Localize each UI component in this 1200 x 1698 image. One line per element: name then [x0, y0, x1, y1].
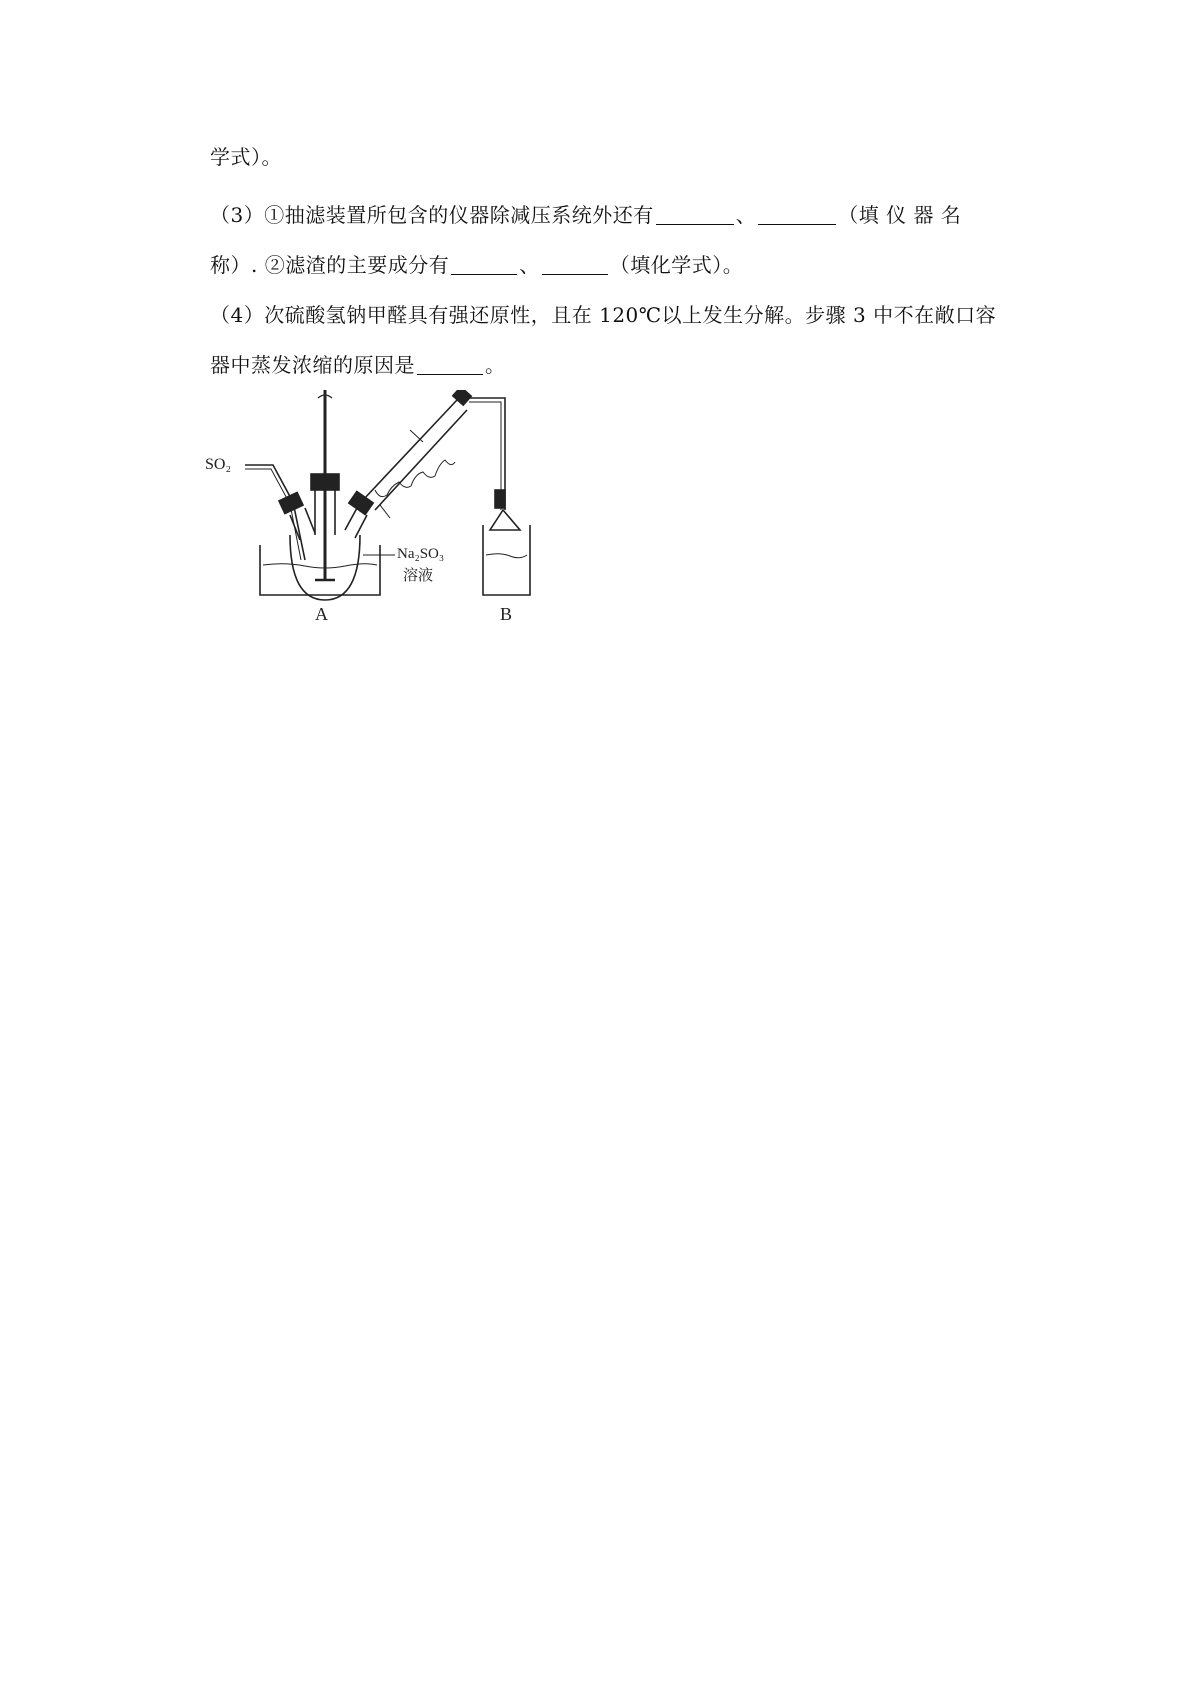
answer-blank: [542, 254, 608, 275]
water-bath: [260, 545, 380, 595]
answer-blank: [417, 354, 483, 375]
beaker-b-liquid: [486, 554, 527, 558]
line-1-text: 学式）。: [210, 145, 282, 169]
condenser: [363, 400, 467, 510]
question-3-number: （3）: [210, 203, 265, 227]
question-3-text-4: （填化学式）。: [609, 253, 744, 277]
question-3-text-1: ①抽滤装置所包含的仪器除减压系统外还有: [264, 203, 654, 227]
funnel: [490, 510, 520, 530]
right-stopper: [349, 492, 373, 515]
question-3-text-3: 称）. ②滤渣的主要成分有: [210, 253, 450, 277]
so2-label: SO₂: [205, 456, 232, 473]
beaker-b: [483, 525, 530, 595]
solution-label: 溶液: [403, 568, 434, 584]
label-a: A: [315, 604, 328, 624]
water-out-arrow: [410, 430, 423, 442]
question-4-text-1: 次硫酸氢钠甲醛具有强还原性，且在 120℃以上发生分解。步骤 3 中不在敞口容: [264, 303, 997, 327]
question-3-line-2: [210, 250, 743, 280]
water-in-arrow: [380, 505, 390, 518]
question-3-line-1: [210, 200, 961, 230]
outlet-tube-joint: [495, 490, 505, 508]
separator: 、: [735, 203, 757, 227]
separator: 、: [519, 253, 540, 277]
na2so3-label: Na₂SO₃: [397, 546, 445, 562]
question-4-text-2: 器中蒸发浓缩的原因是: [210, 353, 415, 377]
water-bath-level: [263, 564, 377, 568]
answer-blank: [758, 204, 836, 225]
apparatus-diagram: [205, 390, 565, 640]
line-1: [210, 142, 282, 172]
question-4-number: （4）: [210, 303, 265, 327]
question-4-end: 。: [485, 353, 506, 377]
question-4-line-2: [210, 350, 506, 380]
question-4-line-1: [210, 300, 996, 330]
label-b: B: [500, 604, 513, 624]
question-3-text-2: （填 仪 器 名: [838, 203, 962, 227]
answer-blank: [451, 254, 517, 275]
so2-inlet-tube: [245, 465, 305, 560]
answer-blank: [656, 204, 734, 225]
